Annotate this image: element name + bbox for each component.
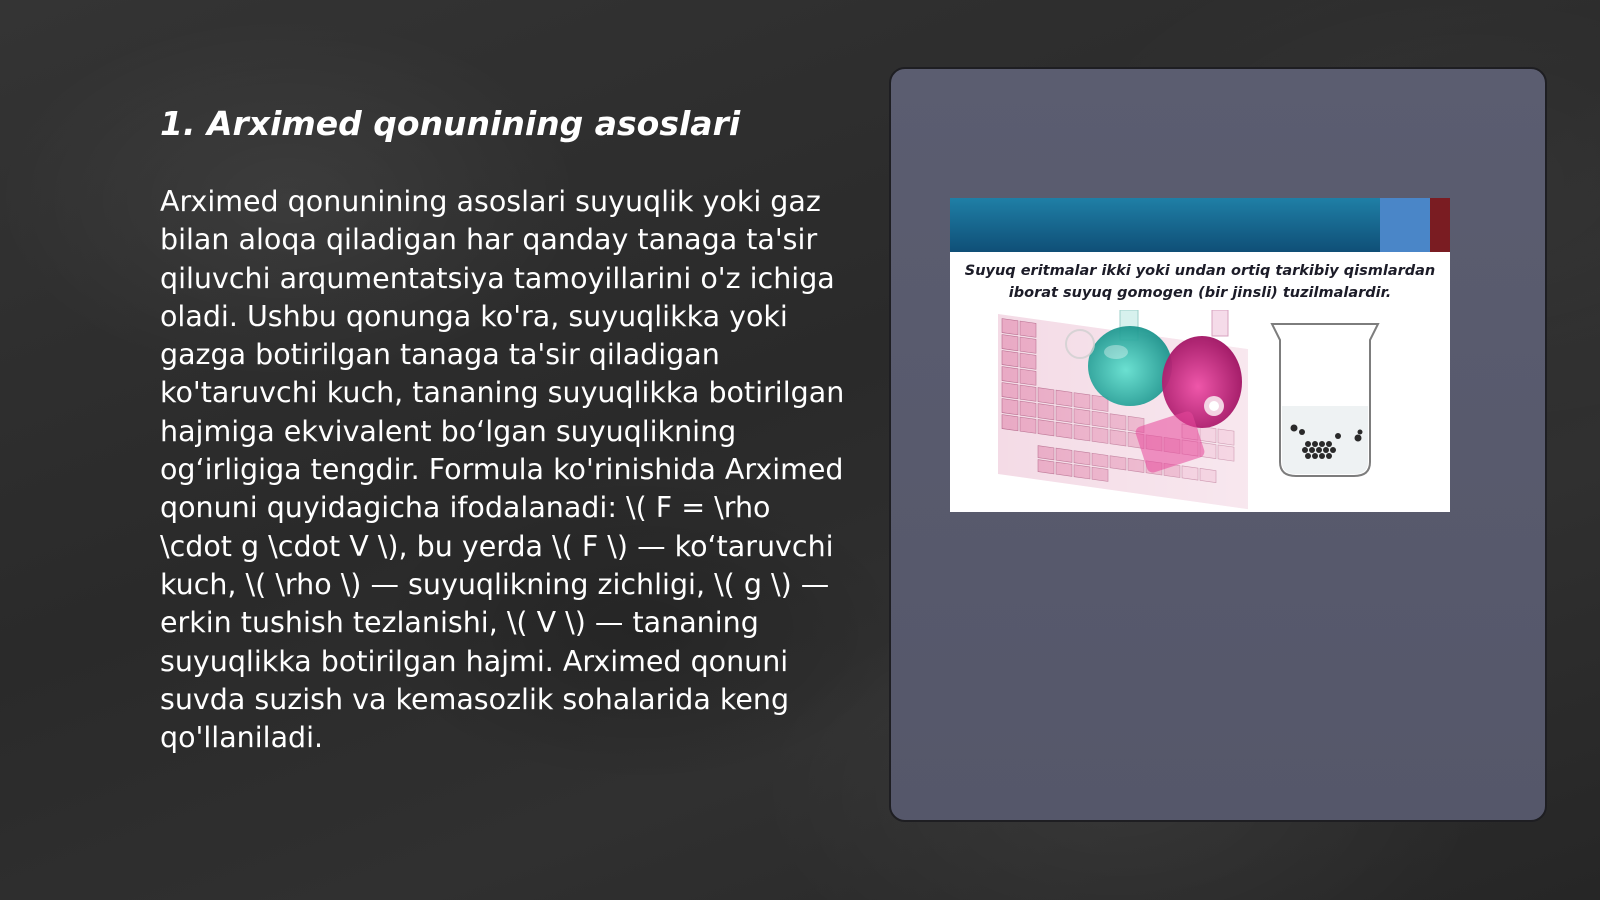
chemistry-figure: [950, 198, 1450, 512]
slide-title: 1. Arximed qonunining asoslari: [160, 104, 741, 143]
figure-header-bar: [950, 198, 1450, 252]
header-accent-red: [1430, 198, 1450, 252]
chemistry-illustration: [950, 310, 1450, 512]
slide-body-text: Arximed qonunining asoslari suyuqlik yoki gaz bilan aloqa qiladigan har qanday tanaga ta'sir qiluvchi arqumentatsiya tamoyillarini o'z ichiga oladi. Ushbu qonunga ko'ra, suyuqlikka yoki gazga botirilgan tanaga ta'sir qiladigan ko'taruvchi kuch, tananing suyuqlikka botirilgan hajmiga ekvivalent bo‘lgan suyuqlikning og‘irligiga tengdir. Formula ko'rinishida Arximed qonuni quyidagicha ifodalanadi: \( F = \rho \cdot g \cdot V \), bu yerda \( F \) — ko‘taruvchi kuch, \( \rho \) — suyuqlikning zichligi, \( g \) — erkin tushish tezlanishi, \( V \) — tananing suyuqlikka botirilgan hajmi. Arximed qonuni suvda suzish va kemasozlik sohalarida keng qo'llaniladi.: [160, 185, 845, 755]
header-accent-blue: [1380, 198, 1430, 252]
beaker-graphic: [1272, 324, 1378, 476]
figure-caption: Suyuq eritmalar ikki yoki undan ortiq tarkibiy qismlardan iborat suyuq gomogen (bir jinsli) tuzilmalardir.: [964, 263, 1436, 301]
